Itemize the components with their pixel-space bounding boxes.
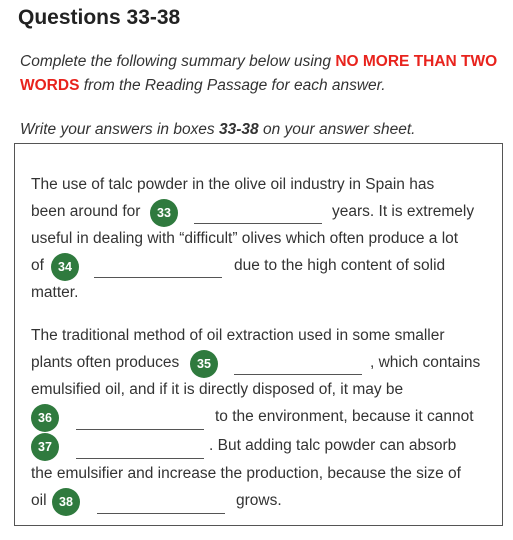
instructions2-start: Write your answers in boxes	[20, 121, 219, 138]
summary-text: years. It is extremely	[332, 203, 475, 220]
summary-line	[31, 226, 458, 252]
question-36-badge[interactable]: 36	[31, 404, 59, 432]
summary-line	[332, 199, 474, 225]
summary-line	[31, 377, 403, 403]
question-35-badge[interactable]: 35	[190, 350, 218, 378]
summary-line	[234, 253, 445, 279]
summary-text: the emulsifier and increase the production, because the size of	[31, 465, 461, 482]
question-33-badge[interactable]: 33	[150, 199, 178, 227]
answer-34-blank[interactable]	[94, 261, 222, 278]
summary-text: to the environment, because it cannot	[215, 408, 474, 425]
summary-line	[31, 172, 434, 198]
summary-text: oil	[31, 492, 47, 509]
instructions-answer-sheet	[20, 118, 500, 142]
question-38-badge[interactable]: 38	[52, 488, 80, 516]
summary-text: of	[31, 257, 44, 274]
summary-text: . But adding talc powder can absorb	[209, 437, 457, 454]
summary-line	[31, 488, 47, 514]
summary-text: grows.	[236, 492, 282, 509]
word-limit-emphasis: NO MORE THAN TWO WORDS	[20, 53, 498, 94]
answer-38-blank[interactable]	[97, 497, 225, 514]
instructions2-end: on your answer sheet.	[258, 121, 416, 138]
summary-line	[370, 350, 480, 376]
summary-text: useful in dealing with “difficult” olives which often produce a lot	[31, 230, 459, 247]
instructions-text-end: from the Reading Passage for each answer.	[79, 77, 386, 94]
answer-33-blank[interactable]	[194, 207, 322, 224]
summary-line	[31, 199, 140, 225]
summary-text: matter.	[31, 284, 79, 301]
answer-36-blank[interactable]	[76, 413, 204, 430]
instructions-text-start: Complete the following summary below using	[20, 53, 336, 70]
answer-37-blank[interactable]	[76, 442, 204, 459]
instructions-summary	[20, 50, 500, 98]
answer-box-range: 33-38	[219, 121, 259, 138]
summary-text: The traditional method of oil extraction used in some smaller	[31, 327, 445, 344]
summary-text: due to the high content of solid	[234, 257, 446, 274]
summary-text: emulsified oil, and if it is directly disposed of, it may be	[31, 381, 404, 398]
summary-line	[209, 433, 456, 459]
summary-line	[31, 280, 78, 306]
summary-text: plants often produces	[31, 354, 180, 371]
summary-text: , which contains	[370, 354, 481, 371]
question-37-badge[interactable]: 37	[31, 433, 59, 461]
page-title: Questions 33-38	[18, 6, 181, 29]
summary-line	[31, 350, 179, 376]
summary-line	[215, 404, 474, 430]
answer-35-blank[interactable]	[234, 358, 362, 375]
summary-line	[31, 253, 44, 279]
summary-text: been around for	[31, 203, 141, 220]
summary-line	[236, 488, 282, 514]
question-34-badge[interactable]: 34	[51, 253, 79, 281]
summary-line	[31, 461, 461, 487]
summary-text: The use of talc powder in the olive oil industry in Spain has	[31, 176, 435, 193]
summary-line	[31, 323, 445, 349]
